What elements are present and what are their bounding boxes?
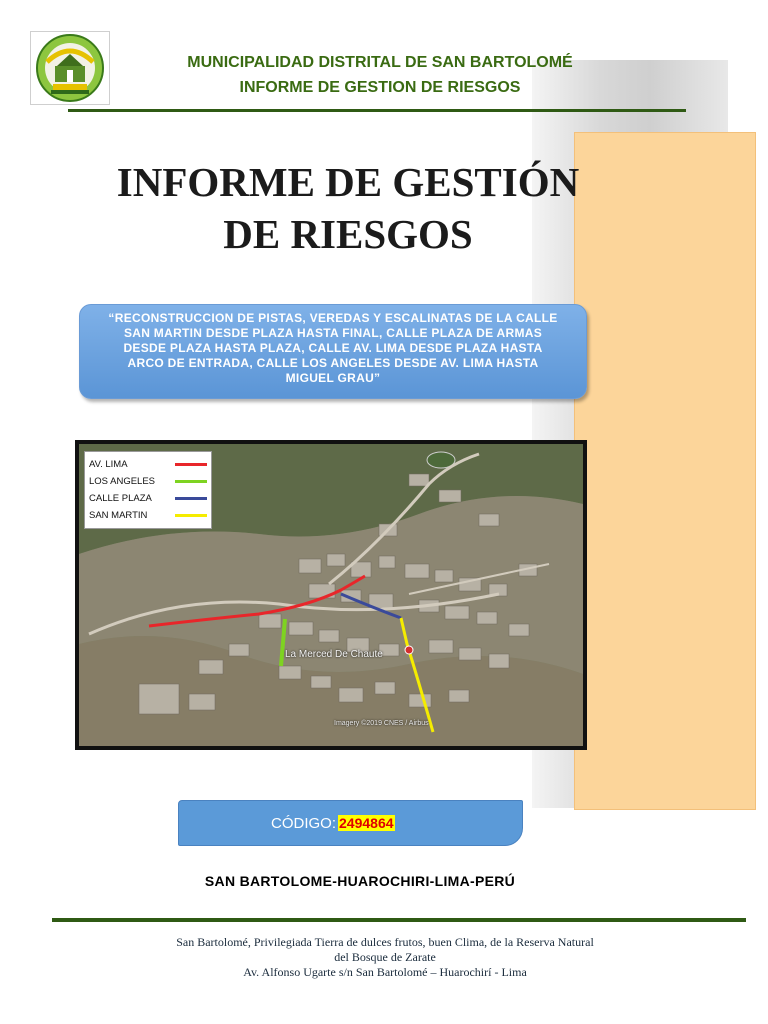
- location-line: SAN BARTOLOME-HUAROCHIRI-LIMA-PERÚ: [204, 873, 516, 889]
- title-line-2: DE RIESGOS: [223, 211, 473, 257]
- legend-item-san-martin: [89, 507, 207, 524]
- project-line: “RECONSTRUCCION DE PISTAS, VEREDAS Y ESCALINATAS DE LA CALLE: [108, 311, 558, 325]
- code-label: CÓDIGO:: [271, 814, 337, 832]
- legend-label: SAN MARTIN: [89, 510, 148, 521]
- legend-item-av-lima: [89, 456, 207, 473]
- header-report-name: INFORME DE GESTION DE RIESGOS: [239, 79, 521, 96]
- project-code-box: [178, 800, 523, 846]
- footer-line: del Bosque de Zarate: [334, 950, 436, 964]
- satellite-map: [75, 440, 587, 750]
- legend-swatch-blue: [175, 497, 207, 500]
- map-credit: Imagery ©2019 CNES / Airbus: [334, 720, 429, 727]
- map-place-label: La Merced De Chaute: [285, 649, 383, 660]
- municipality-logo: [30, 31, 110, 105]
- page-title: [88, 156, 608, 260]
- legend-swatch-red: [175, 463, 207, 466]
- legend-swatch-green: [175, 480, 207, 483]
- legend-item-calle-plaza: [89, 490, 207, 507]
- footer-divider: [52, 918, 746, 922]
- project-line: SAN MARTIN DESDE PLAZA HASTA FINAL, CALLE PLAZA DE ARMAS: [123, 326, 543, 340]
- footer-line: Av. Alfonso Ugarte s/n San Bartolomé – Huarochirí - Lima: [243, 965, 527, 979]
- project-line: ARCO DE ENTRADA, CALLE LOS ANGELES DESDE AV. LIMA HASTA: [127, 356, 539, 370]
- project-line: MIGUEL GRAU”: [285, 371, 381, 385]
- header-divider: [68, 109, 686, 112]
- header-municipality-name: MUNICIPALIDAD DISTRITAL DE SAN BARTOLOMÉ: [187, 54, 573, 71]
- legend-label: CALLE PLAZA: [89, 493, 152, 504]
- project-line: DESDE PLAZA HASTA PLAZA, CALLE AV. LIMA DESDE PLAZA HASTA: [123, 341, 543, 355]
- footer: [90, 935, 680, 980]
- legend-item-los-angeles: [89, 473, 207, 490]
- footer-line: San Bartolomé, Privilegiada Tierra de dulces frutos, buen Clima, de la Reserva Natural: [176, 935, 594, 949]
- legend-label: LOS ANGELES: [89, 476, 156, 487]
- map-legend: [84, 451, 212, 529]
- code-value: 2494864: [339, 815, 394, 831]
- legend-label: AV. LIMA: [89, 459, 128, 470]
- legend-swatch-yellow: [175, 514, 207, 517]
- title-line-1: INFORME DE GESTIÓN: [116, 159, 580, 205]
- project-description-box: [79, 304, 587, 399]
